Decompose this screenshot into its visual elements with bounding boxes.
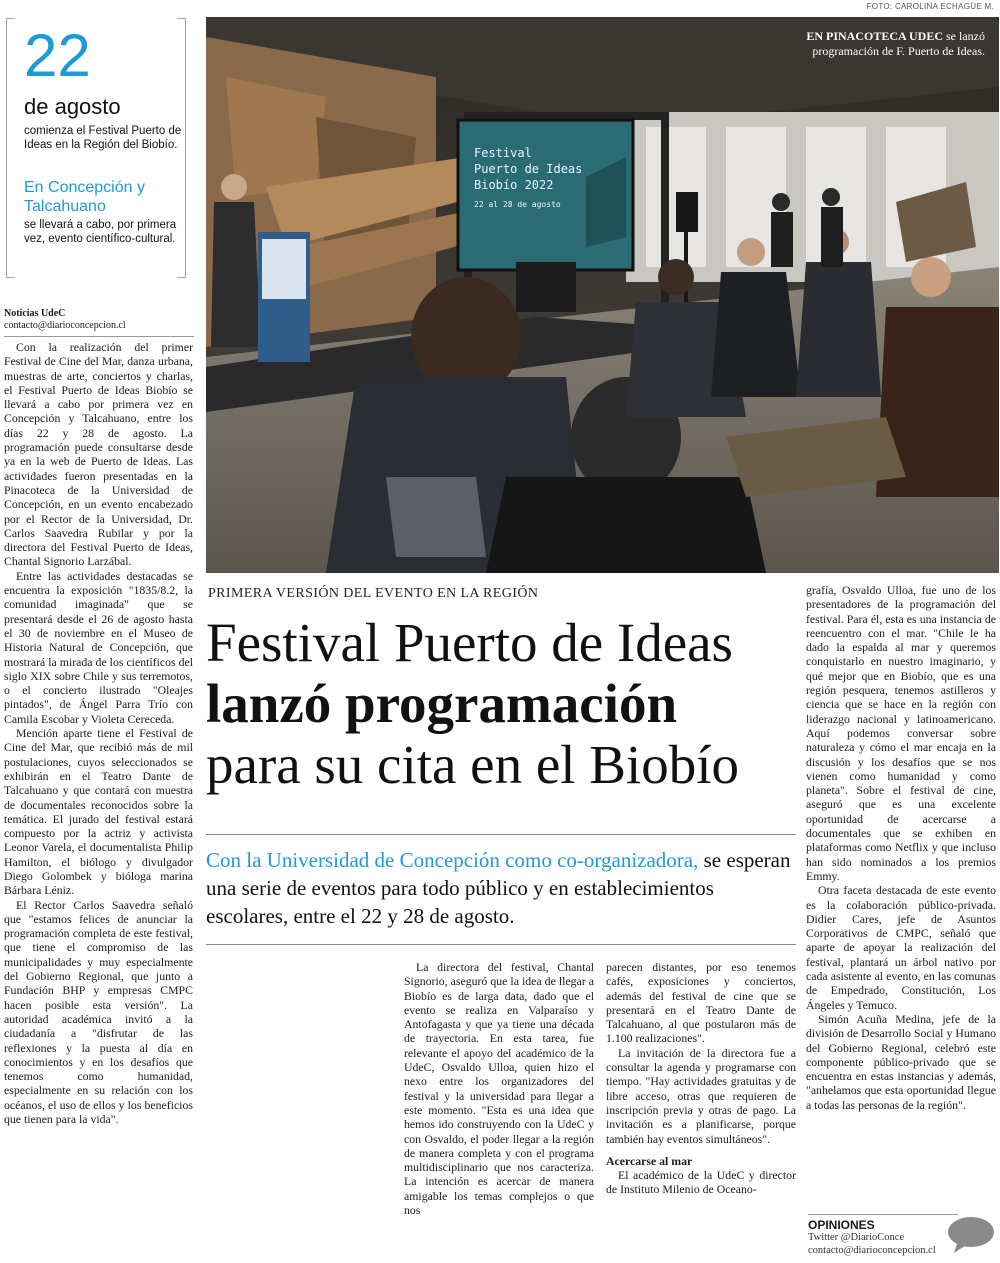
divider [206,834,796,835]
event-photo [206,17,999,573]
divider [206,944,796,945]
screen-line2: Puerto de Ideas [474,162,583,176]
speech-bubble-icon [946,1215,996,1255]
photo-caption [765,29,985,59]
screen-line3: Biobío 2022 [474,178,554,192]
opinions-twitter[interactable]: Twitter @DiarioConce [808,1232,905,1243]
opinions-title: OPINIONES [808,1214,958,1232]
bracket-left [6,18,15,278]
subheadline-highlight: Con la Universidad de Concepción como co-organizadora, [206,848,699,872]
byline-email[interactable]: contacto@diarioconcepcion.cl [4,320,126,331]
article-column-2 [404,960,594,1260]
headline-line-1: Festival Puerto de Ideas [206,612,733,673]
article-column-3 [606,960,796,1260]
caption-text: se lanzó programación de F. Puerto de Ideas. [812,29,985,58]
paragraph: Simón Acuña Medina, jefe de la división de Desarrollo Social y Humano del Gobierno Regional, celebró este componente público-privado que se encuentra en estas instancias y además, "anhelamos que esta oportunidad llegue a todas las personas de la región". [806,1011,996,1112]
byline [4,308,194,337]
article-column-1 [4,340,193,1260]
headline-line-3: para su cita en el Biobío [206,734,740,795]
subheadline [206,846,796,930]
date-sidebar [6,18,186,278]
kicker: PRIMERA VERSIÓN DEL EVENTO EN LA REGIÓN [208,586,539,601]
paragraph: Con la realización del primer Festival de Cine del Mar, danza urbana, muestras de arte, conciertos y charlas, el Festival Puerto de Ideas Biobío se llevará a cabo por primera vez en Concepción y Talcahuano, entre los días 22 y 28 de agosto. La programación puede consultarse desde ya en la web de Puerto de Ideas. Las actividades fueron presentadas en la Pinacoteca de la Universidad de Concepción, en un evento encabezado por el Rector de la Universidad, Dr. Carlos Saavedra Rubilar y por la directora del Festival Puerto de Ideas, Chantal Signorio Larzábal. [4,340,193,569]
paragraph: Otra faceta destacada de este evento es la colaboración público-privada. Didier Cares, jefe de Asuntos Corporativos de CMPC, señaló que aparte de apoyar la realización del festival, plantará un árbol nativo por cada asistente al evento, en las comunas de Empedrado, Constitución, Los Ángeles y Temuco. [806,883,996,1012]
opinions-box [808,1214,958,1257]
sidebar-text-1: comienza el Festival Puerto de Ideas en la Región del Biobío. [24,125,182,151]
headline-line-2: lanzó programación [206,673,678,734]
big-date-number: 22 [24,22,91,89]
paragraph: grafía, Osvaldo Ulloa, fue uno de los presentadores de la programación del festival. Para él, esta es una instancia de reencuentro con el mar. "Chile le ha dado la espalda al mar y queremos conquistarlo en nuestro imaginario, y qué mejor que en Biobío, que es una región pesquera, tenemos astilleros y ciencia que se hace en la región con liderazgo nacional y latinoamericano. Aquí podemos conversar sobre naturaleza y cómo el mar encaja en la discusión y los desafíos que se nos vienen como humanidad y como planeta". Sobre el festival de cine, aseguró que es una excelente oportunidad de acercarse a documentales que se exhiben en plataformas como Netflix y que incluso han sido nominados a los premios Emmy. [806,583,996,883]
opinions-email[interactable]: contacto@diarioconcepcion.cl [808,1244,936,1256]
sidebar-highlight: En Concepción y Talcahuano [24,179,145,215]
date-month: de agosto [24,94,121,119]
caption-bold: EN PINACOTECA UDEC [806,29,944,43]
paragraph: La directora del festival, Chantal Signorio, aseguró que la idea de llegar a Biobío es de larga data, dado que el evento se realiza en Valparaíso y Antofagasta y que ya tiene una década de trayectoria. En esta tarea, fue relevante el apoyo del académico de la UdeC, Osvaldo Ulloa, quien hizo el nexo entre los organizadores del festival y la universidad para llegar a este momento. "Esta es una idea que hemos ido construyendo con la UdeC y con Osvaldo, el poder llegar a la región de manera completa y con el programa multidisciplinario que nos caracteriza. La intención es acercar de manera amigable los temas complejos o que nos [404,960,594,1218]
photo-illustration [206,17,999,573]
photo-credit: FOTO: CAROLINA ECHAGÜE M. [866,2,994,11]
paragraph: parecen distantes, por eso tenemos cafés, exposiciones y conciertos, además del festival de cine que se presentará en el Teatro Dante de Talcahuano, al que postularon más de 1.100 realizaciones". [606,960,796,1046]
paragraph: Mención aparte tiene el Festival de Cine del Mar, que recibió más de mil postulaciones, cuyos seleccionados se exhibirán en el Teatro Dante de Talcahuano y que contará con muestra de documentales reconocidos sobre la temática. El jurado del festival estará compuesto por la actriz y activista Leonor Varela, el documentalista Philip Hamilton, el biólogo y divulgador Diego Golombek y bióloga marina Bárbara Léniz. [4,726,193,898]
paragraph: El Rector Carlos Saavedra señaló que "estamos felices de anunciar la programación completa de este festival, que tiene el compromiso de las municipalidades y muy especialmente del Gobierno Regional, que junto a Fundación BHP y empresas CMPC hacen posible esta versión". La autoridad académica invitó a la ciudadanía a "disfrutar de las reflexiones y la puesta al día en conocimientos y en los desafíos que tenemos como humanidad, especialmente en su relación con los océanos, el uso de ellos y los beneficios que tienen para la vida". [4,897,193,1127]
screen-line1: Festival [474,146,532,160]
paragraph: El académico de la UdeC y director de Instituto Milenio de Oceano- [606,1168,796,1197]
headline [206,612,796,795]
paragraph: La invitación de la directora fue a consultar la agenda y programarse con tiempo. "Hay actividades gratuitas y de libre acceso, otras que requieren de inscripción previa y otras de pago. La invitación es a planificarse, porque también hay eventos simultáneos". [606,1045,796,1146]
section-heading: Acercarse al mar [606,1153,693,1168]
sidebar-text-2: se llevará a cabo, por primera vez, evento científico-cultural. [24,219,177,245]
byline-author: Noticias UdeC [4,308,66,319]
screen-dates: 22 al 28 de agosto [474,200,561,209]
paragraph: Entre las actividades destacadas se encuentra la exposición "1835/8.2, la comunidad imaginada" que se presentará desde el 26 de agosto hasta el 30 de noviembre en el Museo de Historia Natural de Concepción, que mostrará la mirada de los científicos del siglo XIX sobre Chile y sus terremotos, o el concierto ilustrado "Oleajes pintados", de Ángel Parra Trío con Camila Escobar y Violeta Cereceda. [4,568,193,726]
subheadline-rest: se esperan una serie de eventos para todo público y en establecimientos escolares, entre el 22 y 28 de agosto. [206,848,791,928]
article-column-4 [806,583,996,1199]
